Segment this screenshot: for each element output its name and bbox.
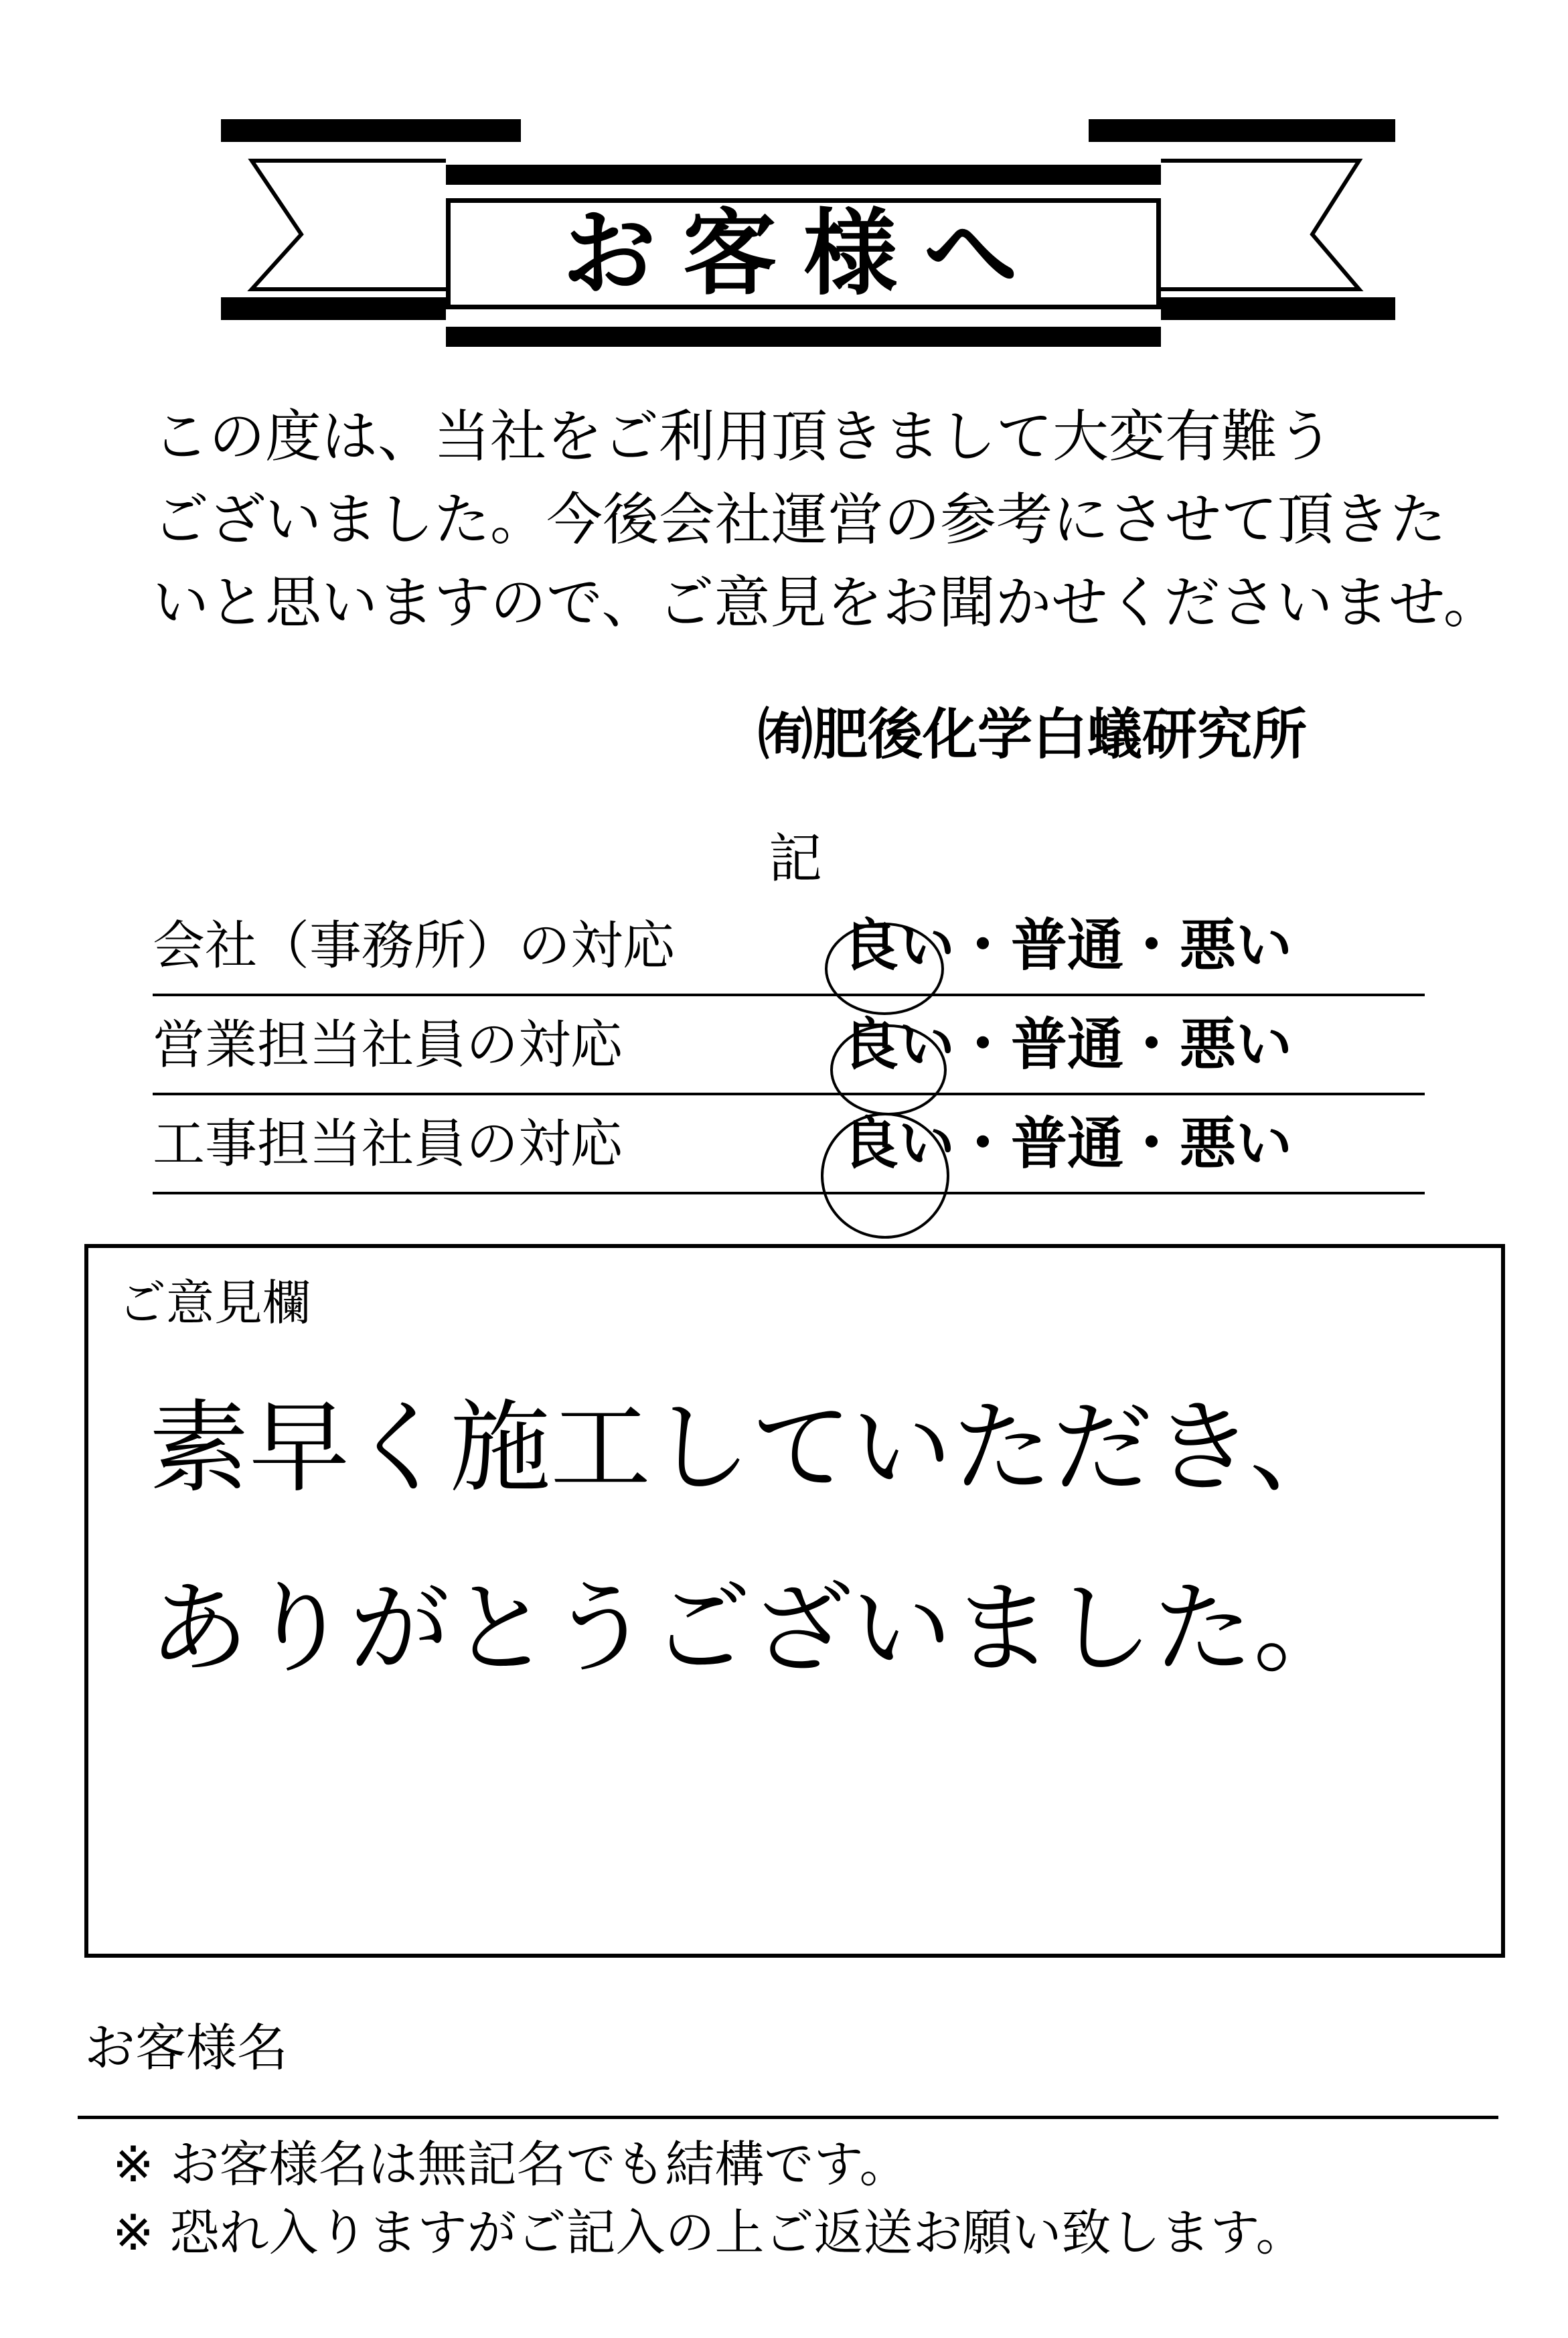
customer-name-label: お客様名 <box>84 2018 288 2078</box>
opinion-label: ご意見欄 <box>118 1275 311 1331</box>
footnote: ※ 恐れ入りますがご記入の上ご返送お願い致します。 <box>112 2204 1306 2262</box>
company-name: ㈲肥後化学白蟻研究所 <box>758 703 1308 767</box>
ribbon-decoration <box>0 0 1568 375</box>
evaluation-label: 工事担当社員の対応 <box>153 1114 623 1174</box>
evaluation-label: 会社（事務所）の対応 <box>153 916 676 976</box>
handwritten-line: ありがとうございました。 <box>149 1571 1354 1687</box>
evaluation-row-sales <box>153 996 1425 1095</box>
title-box <box>446 198 1161 309</box>
evaluation-options[interactable]: 良い・普通・悪い <box>842 1111 1293 1176</box>
handwritten-comment <box>149 1358 1354 1719</box>
evaluation-label: 営業担当社員の対応 <box>153 1015 623 1075</box>
evaluation-row-office <box>153 897 1425 996</box>
evaluation-options[interactable]: 良い・普通・悪い <box>842 1012 1293 1077</box>
intro-line: この度は、当社をご利用頂きまして大変有難う <box>153 404 1334 469</box>
record-mark: 記 <box>769 828 822 890</box>
handwritten-line: 素早く施工していただき、 <box>149 1390 1350 1506</box>
footnote: ※ お客様名は無記名でも結構です。 <box>112 2136 909 2193</box>
row-divider <box>153 1192 1425 1194</box>
evaluation-row-construction <box>153 1095 1425 1194</box>
customer-name-line[interactable] <box>78 2116 1498 2119</box>
intro-line: いと思いますので、ご意見をお聞かせくださいませ。 <box>153 570 1500 635</box>
evaluation-options[interactable]: 良い・普通・悪い <box>842 913 1293 978</box>
page-title: お客様へ <box>562 199 1044 309</box>
selected-circle-mark <box>821 1113 949 1239</box>
intro-paragraph <box>153 395 1500 644</box>
intro-line: ございました。今後会社運営の参考にさせて頂きた <box>153 487 1447 552</box>
footnotes <box>112 2130 1306 2267</box>
